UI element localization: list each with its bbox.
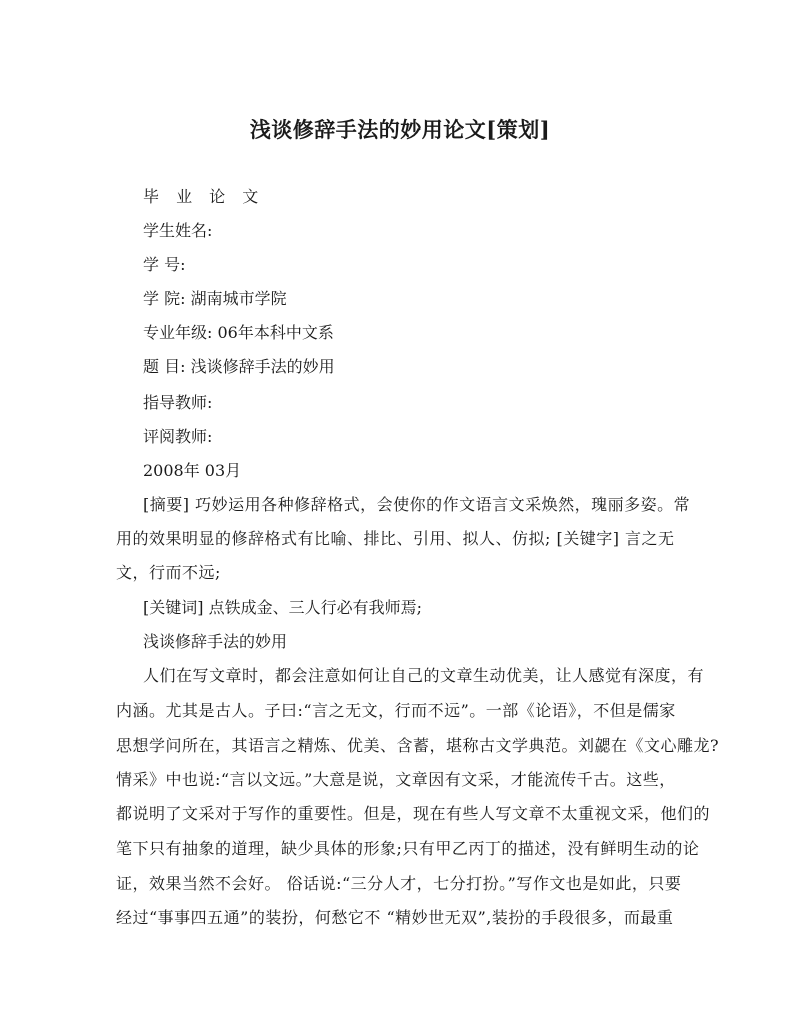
student-id-field: 学 号: bbox=[143, 255, 186, 274]
advisor-field: 指导教师: bbox=[143, 393, 213, 412]
body-paragraph-line: 证，效果当然不会好。 俗话说:“三分人才，七分打扮。”写作文也是如此，只要 bbox=[116, 874, 682, 893]
topic-field: 题 目: 浅谈修辞手法的妙用 bbox=[143, 357, 335, 376]
reviewer-field: 评阅教师: bbox=[143, 427, 213, 446]
abstract-line-1: [摘要] 巧妙运用各种修辞格式，会使你的作文语言文采焕然，瑰丽多姿。常 bbox=[143, 495, 691, 514]
keywords-line: [关键词] 点铁成金、三人行必有我师焉; bbox=[143, 598, 422, 617]
abstract-line-2: 用的效果明显的修辞格式有比喻、排比、引用、拟人、仿拟; [关键字] 言之无 bbox=[116, 529, 675, 548]
body-paragraph-line: 情采》中也说:“言以文远。”大意是说，文章因有文采，才能流传千古。这些， bbox=[116, 770, 676, 789]
cover-heading: 毕 业 论 文 bbox=[143, 187, 265, 206]
body-paragraph-line: 思想学问所在，其语言之精炼、优美、含蓄，堪称古文学典范。刘勰在《文心雕龙? bbox=[116, 736, 720, 755]
body-paragraph-line: 都说明了文采对于写作的重要性。但是，现在有些人写文章不太重视文采，他们的 bbox=[116, 804, 711, 823]
body-paragraph-line: 人们在写文章时，都会注意如何让自己的文章生动优美，让人感觉有深度，有 bbox=[143, 666, 705, 685]
date-field: 2008年 03月 bbox=[143, 461, 242, 480]
college-field: 学 院: 湖南城市学院 bbox=[143, 289, 287, 308]
abstract-line-3: 文，行而不远; bbox=[116, 563, 221, 582]
body-paragraph-line: 内涵。尤其是古人。子曰:“言之无文，行而不远”。一部《论语》，不但是儒家 bbox=[116, 701, 676, 720]
body-paragraph-line: 经过“事事四五通”的装扮，何愁它不 “精妙世无双”,装扮的手段很多，而最重 bbox=[116, 908, 674, 927]
body-paragraph-line: 笔下只有抽象的道理，缺少具体的形象;只有甲乙丙丁的描述，没有鲜明生动的论 bbox=[116, 839, 700, 858]
document-title: 浅谈修辞手法的妙用论文[策划] bbox=[249, 117, 551, 142]
section-heading: 浅谈修辞手法的妙用 bbox=[143, 632, 288, 651]
major-year-field: 专业年级: 06年本科中文系 bbox=[143, 323, 334, 342]
student-name-field: 学生姓名: bbox=[143, 221, 213, 240]
